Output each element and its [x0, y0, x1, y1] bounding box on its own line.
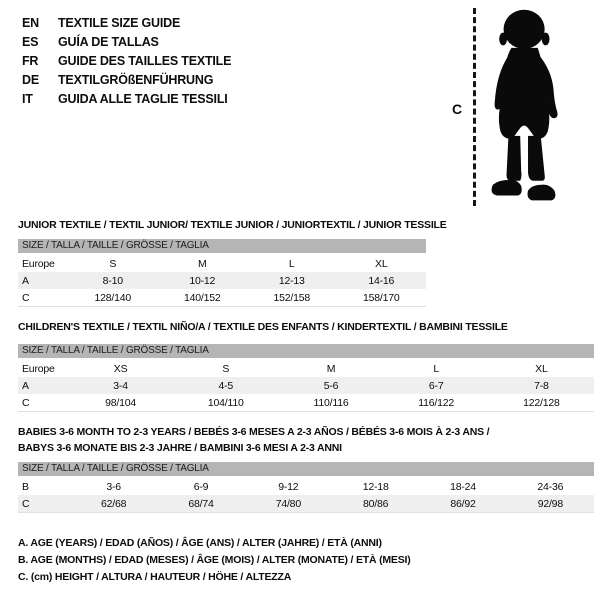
table-row-age [18, 272, 426, 289]
children-section-title: CHILDREN'S TEXTILE / TEXTIL NIÑO/A / TEXTILE DES ENFANTS / KINDERTEXTIL / BAMBINI TESSILE [18, 321, 508, 333]
size-cell: L [433, 362, 440, 375]
value-cell: 98/104 [105, 396, 137, 409]
language-code-de: DE [22, 72, 39, 87]
row-label: C [22, 291, 30, 304]
language-title-en: TEXTILE SIZE GUIDE [58, 15, 181, 30]
table-row-europe [18, 360, 594, 377]
size-cell: XL [375, 257, 388, 270]
language-title-es: GUÍA DE TALLAS [58, 34, 159, 49]
value-cell: 68/74 [188, 497, 214, 510]
size-cell: XL [535, 362, 548, 375]
value-cell: 10-12 [189, 274, 216, 287]
table-row-height [18, 495, 594, 512]
language-title-list [22, 13, 231, 108]
value-cell: 116/122 [418, 396, 455, 409]
babies-size-table [18, 462, 594, 513]
table-row-height [18, 289, 426, 306]
value-cell: 104/110 [207, 396, 244, 409]
junior-section-title: JUNIOR TEXTILE / TEXTIL JUNIOR/ TEXTILE JUNIOR / JUNIORTEXTIL / JUNIOR TESSILE [18, 219, 447, 231]
value-cell: 128/140 [94, 291, 132, 304]
children-size-table [18, 344, 594, 412]
table-row-europe [18, 255, 426, 272]
size-cell: L [288, 257, 295, 270]
value-cell: 12-18 [362, 480, 389, 493]
value-cell: 14-16 [368, 274, 395, 287]
language-row-it [22, 89, 231, 108]
language-row-fr [22, 51, 231, 70]
value-cell: 122/128 [523, 396, 560, 409]
value-cell: 8-10 [102, 274, 123, 287]
table-row-months [18, 478, 594, 495]
value-cell: 4-5 [218, 379, 234, 392]
row-label: C [22, 497, 30, 510]
language-title-it: GUIDA ALLE TAGLIE TESSILI [58, 91, 228, 106]
value-cell: 9-12 [278, 480, 299, 493]
size-cell: M [326, 362, 336, 375]
size-cell: S [222, 362, 230, 375]
table-row-age [18, 377, 594, 394]
legend-age-years: A. AGE (YEARS) / EDAD (AÑOS) / ÂGE (ANS) / ALTER (JAHRE) / ETÀ (ANNI) [18, 537, 382, 549]
language-title-fr: GUIDE DES TAILLES TEXTILE [58, 53, 232, 68]
value-cell: 12-13 [278, 274, 305, 287]
value-cell: 18-24 [450, 480, 476, 493]
children-size-header-bar: SIZE / TALLA / TAILLE / GRÖSSE / TAGLIA [18, 344, 594, 358]
language-title-de: TEXTILGRÖßENFÜHRUNG [58, 72, 214, 87]
row-label: A [22, 379, 29, 392]
size-cell: S [109, 257, 117, 270]
junior-size-table [18, 239, 426, 307]
value-cell: 7-8 [534, 379, 549, 392]
language-row-en [22, 13, 231, 32]
value-cell: 3-4 [113, 379, 128, 392]
legend-height-cm: C. (cm) HEIGHT / ALTURA / HAUTEUR / HÖHE / ALTEZZA [18, 571, 292, 583]
value-cell: 86/92 [450, 497, 476, 510]
row-label: C [22, 396, 30, 409]
legend-age-months: B. AGE (MONTHS) / EDAD (MESES) / ÂGE (MOIS) / ALTER (MONATE) / ETÀ (MESI) [18, 554, 411, 566]
language-row-de [22, 70, 231, 89]
junior-size-header-bar: SIZE / TALLA / TAILLE / GRÖSSE / TAGLIA [18, 239, 426, 253]
height-measure-label: C [452, 101, 462, 117]
value-cell: 6-9 [193, 480, 209, 493]
babies-size-header-bar: SIZE / TALLA / TAILLE / GRÖSSE / TAGLIA [18, 462, 594, 476]
babies-section-title-line2: BABYS 3-6 MONATE BIS 2-3 JAHRE / BAMBINI 3-6 MESI A 2-3 ANNI [18, 442, 342, 454]
value-cell: 140/152 [183, 291, 221, 304]
language-code-fr: FR [22, 53, 39, 68]
value-cell: 24-36 [537, 480, 564, 493]
row-label: Europe [22, 362, 55, 375]
row-label: A [22, 274, 29, 287]
value-cell: 3-6 [106, 480, 121, 493]
language-row-es [22, 32, 231, 51]
measurement-legend [18, 535, 411, 586]
babies-section-title-line1: BABIES 3-6 MONTH TO 2-3 YEARS / BEBÉS 3-6 MESES A 2-3 AÑOS / BÉBÉS 3-6 MOIS À 2-3 ANS / [18, 426, 490, 438]
height-measure-dashed-line [473, 8, 476, 206]
row-label: Europe [22, 257, 55, 270]
value-cell: 5-6 [323, 379, 339, 392]
size-cell: M [197, 257, 207, 270]
row-label: B [22, 480, 29, 493]
baby-silhouette-image [485, 7, 573, 206]
value-cell: 74/80 [275, 497, 301, 510]
value-cell: 110/116 [313, 396, 349, 409]
language-code-es: ES [22, 34, 39, 49]
value-cell: 80/86 [363, 497, 389, 510]
value-cell: 158/170 [362, 291, 400, 304]
value-cell: 92/98 [537, 497, 563, 510]
value-cell: 152/158 [273, 291, 311, 304]
value-cell: 62/68 [101, 497, 127, 510]
table-row-height [18, 394, 594, 411]
language-code-it: IT [22, 91, 33, 106]
language-code-en: EN [22, 15, 39, 30]
size-cell: XS [113, 362, 128, 375]
value-cell: 6-7 [428, 379, 444, 392]
